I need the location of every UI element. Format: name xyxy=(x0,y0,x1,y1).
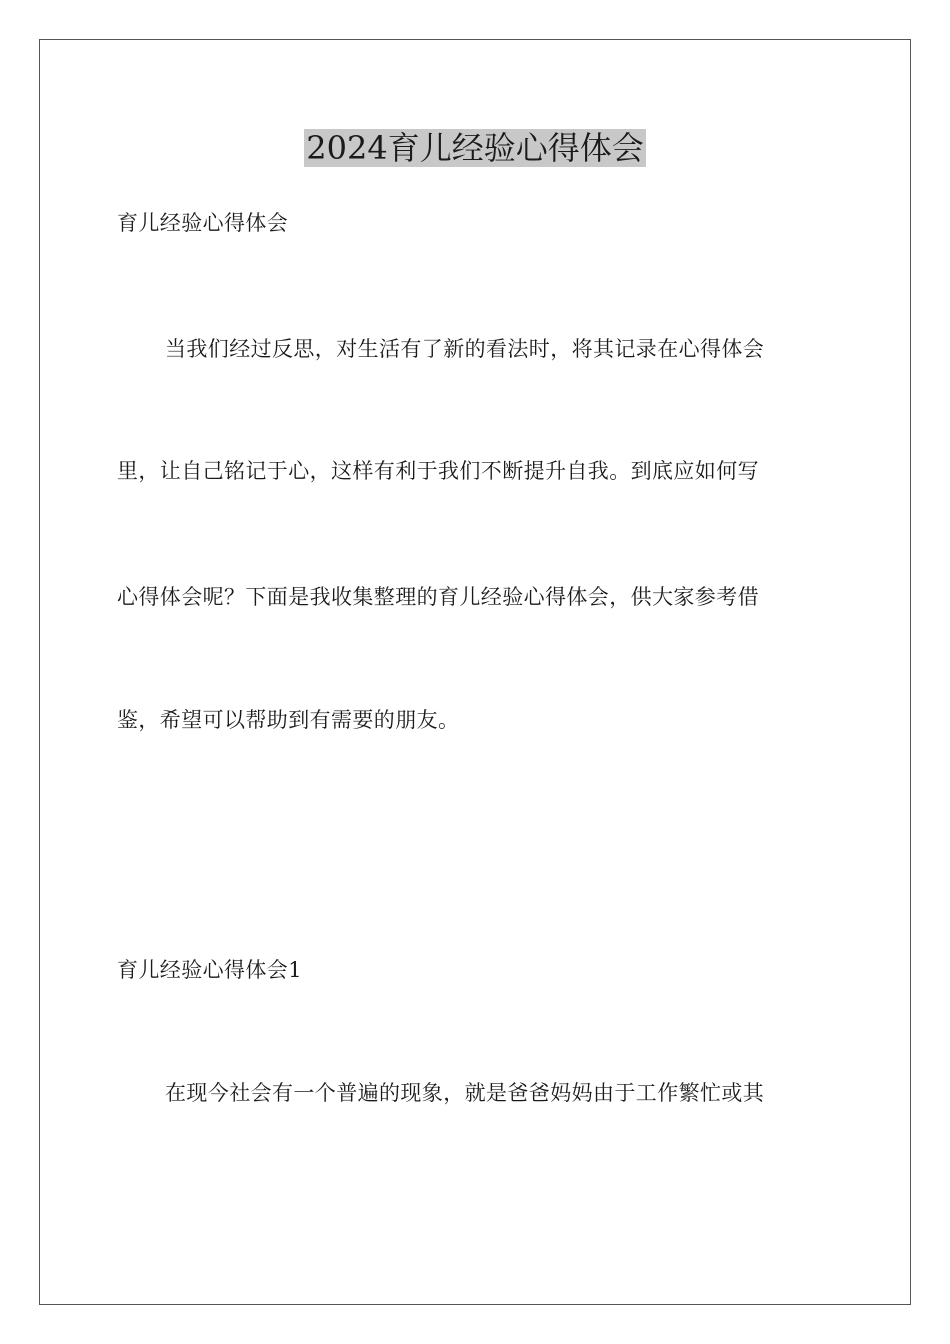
intro-line-1: 当我们经过反思，对生活有了新的看法时，将其记录在心得体会 xyxy=(165,337,765,361)
intro-line-2: 里，让自己铭记于心，这样有利于我们不断提升自我。到底应如何写 xyxy=(117,459,759,483)
intro-line-4: 鉴，希望可以帮助到有需要的朋友。 xyxy=(117,708,460,732)
section-line-1: 在现今社会有一个普遍的现象，就是爸爸妈妈由于工作繁忙或其 xyxy=(165,1081,765,1105)
document-title xyxy=(0,126,950,170)
document-subtitle: 育儿经验心得体会 xyxy=(117,211,289,235)
document-title-text: 2024育儿经验心得体会 xyxy=(306,129,644,167)
intro-line-3: 心得体会呢？下面是我收集整理的育儿经验心得体会，供大家参考借 xyxy=(117,585,759,609)
section-heading: 育儿经验心得体会1 xyxy=(117,958,302,982)
